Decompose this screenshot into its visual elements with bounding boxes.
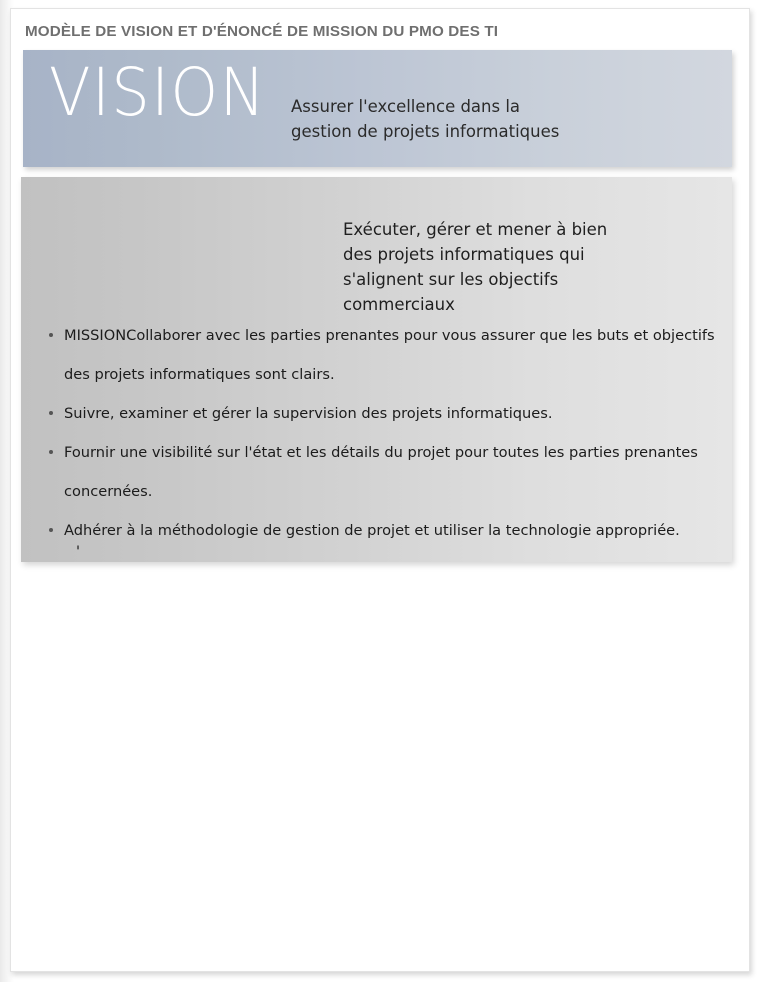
page-title: MODÈLE DE VISION ET D'ÉNONCÉ DE MISSION DU PMO DES TI [25,23,499,40]
bullet-dot-icon [49,411,53,415]
mission-statement-line: Exécuter, gérer et mener à bien [343,220,608,239]
mission-statement [343,217,703,317]
list-item [41,316,731,394]
list-item-label: Fournir une visibilité sur l'état et les détails du projet pour toutes les parties prenantes concernées. [64,444,698,500]
clipped-overflow-text: ' [76,545,81,554]
mission-statement-line: s'alignent sur les objectifs [343,270,559,289]
mission-bullet-list [41,316,731,550]
vision-statement-line: gestion de projets informatiques [291,122,560,141]
vision-banner [23,50,732,167]
list-item-label: MISSIONCollaborer avec les parties prenantes pour vous assurer que les buts et objectifs des projets informatiques sont clairs. [64,327,715,383]
list-item [41,511,731,550]
list-item-label: Suivre, examiner et gérer la supervision des projets informatiques. [64,405,553,422]
list-item [41,394,731,433]
mission-panel [21,177,732,562]
bullet-dot-icon [49,333,53,337]
vision-heading: VISION [49,54,267,131]
bullet-dot-icon [49,450,53,454]
mission-statement-line: commerciaux [343,295,455,314]
vision-statement [291,94,711,144]
list-item-label: Adhérer à la méthodologie de gestion de projet et utiliser la technologie appropriée. [64,522,680,539]
mission-statement-line: des projets informatiques qui [343,245,585,264]
document-page [10,8,750,972]
list-item [41,433,731,511]
vision-statement-line: Assurer l'excellence dans la [291,97,521,116]
bullet-dot-icon [49,528,53,532]
